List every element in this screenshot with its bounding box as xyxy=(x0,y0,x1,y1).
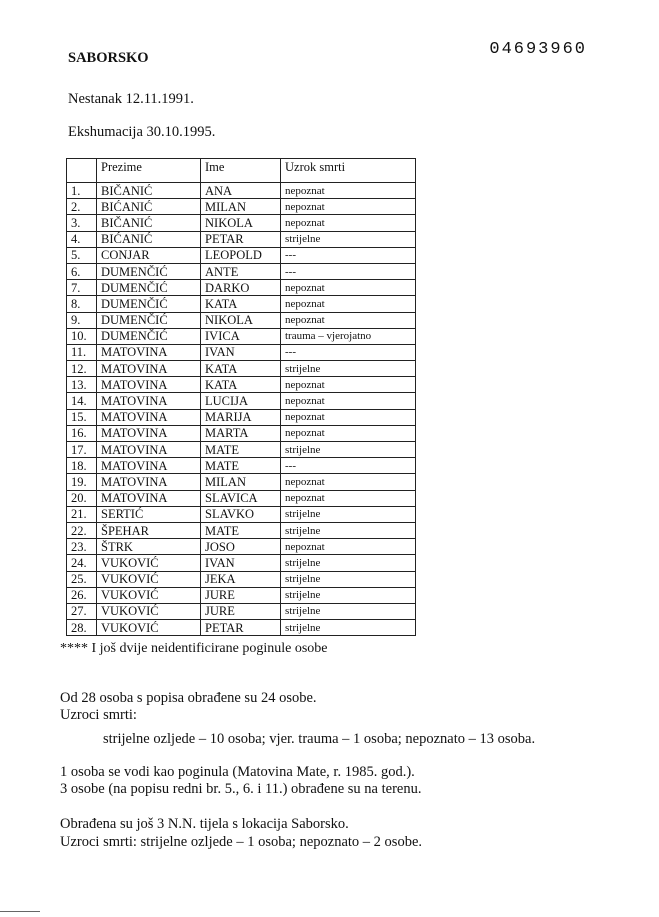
table-row xyxy=(67,247,416,263)
footnote: **** I još dvije neidentificirane poginule osobe xyxy=(60,641,328,656)
surname-cell: DUMENČIĆ xyxy=(97,263,201,279)
cause-cell: --- xyxy=(281,247,416,263)
summary-line: 3 osobe (na popisu redni br. 5., 6. i 11.) obrađene su na terenu. xyxy=(60,781,422,797)
table-row xyxy=(67,571,416,587)
page-title: SABORSKO xyxy=(68,50,149,66)
name-cell: IVICA xyxy=(201,328,281,344)
table-row xyxy=(67,215,416,231)
row-number: 6. xyxy=(67,263,97,279)
table-row xyxy=(67,183,416,199)
row-number: 24. xyxy=(67,555,97,571)
table-row xyxy=(67,603,416,619)
table-row xyxy=(67,506,416,522)
surname-cell: MATOVINA xyxy=(97,393,201,409)
surname-cell: BIČANIĆ xyxy=(97,215,201,231)
cause-cell: nepoznat xyxy=(281,183,416,199)
table-row xyxy=(67,474,416,490)
summary-line: Uzroci smrti: strijelne ozljede – 1 osoba; nepoznato – 2 osobe. xyxy=(60,834,423,850)
row-number: 20. xyxy=(67,490,97,506)
cause-cell: --- xyxy=(281,263,416,279)
name-cell: ANTE xyxy=(201,263,281,279)
row-number: 2. xyxy=(67,199,97,215)
column-header-surname: Prezime xyxy=(97,159,201,183)
name-cell: MATE xyxy=(201,522,281,538)
name-cell: MATE xyxy=(201,442,281,458)
name-cell: JOSO xyxy=(201,539,281,555)
victims-table xyxy=(66,158,416,636)
name-cell: SLAVKO xyxy=(201,506,281,522)
row-number: 13. xyxy=(67,377,97,393)
row-number: 17. xyxy=(67,442,97,458)
table-row xyxy=(67,522,416,538)
summary-line: Uzroci smrti: xyxy=(60,707,137,723)
row-number: 5. xyxy=(67,247,97,263)
surname-cell: VUKOVIĆ xyxy=(97,571,201,587)
surname-cell: ŠTRK xyxy=(97,539,201,555)
table-row xyxy=(67,409,416,425)
row-number: 1. xyxy=(67,183,97,199)
surname-cell: MATOVINA xyxy=(97,490,201,506)
table-row xyxy=(67,231,416,247)
column-header-cause: Uzrok smrti xyxy=(281,159,416,183)
row-number: 7. xyxy=(67,280,97,296)
row-number: 19. xyxy=(67,474,97,490)
surname-cell: BIĆANIĆ xyxy=(97,231,201,247)
name-cell: LUCIJA xyxy=(201,393,281,409)
table-row xyxy=(67,280,416,296)
cause-cell: nepoznat xyxy=(281,312,416,328)
row-number: 26. xyxy=(67,587,97,603)
name-cell: PETAR xyxy=(201,231,281,247)
surname-cell: MATOVINA xyxy=(97,409,201,425)
row-number: 22. xyxy=(67,522,97,538)
table-row xyxy=(67,361,416,377)
cause-cell: nepoznat xyxy=(281,377,416,393)
cause-cell: strijelne xyxy=(281,603,416,619)
cause-cell: nepoznat xyxy=(281,490,416,506)
surname-cell: BIČANIĆ xyxy=(97,183,201,199)
surname-cell: VUKOVIĆ xyxy=(97,555,201,571)
document-number: 04693960 xyxy=(489,40,587,59)
cause-cell: nepoznat xyxy=(281,215,416,231)
table-body xyxy=(67,183,416,636)
exhumation-date: Ekshumacija 30.10.1995. xyxy=(68,124,216,140)
cause-cell: strijelne xyxy=(281,571,416,587)
row-number: 23. xyxy=(67,539,97,555)
cause-cell: strijelne xyxy=(281,442,416,458)
row-number: 3. xyxy=(67,215,97,231)
disappearance-date: Nestanak 12.11.1991. xyxy=(68,91,194,107)
page-edge-rule xyxy=(0,911,40,912)
name-cell: JURE xyxy=(201,603,281,619)
table-row xyxy=(67,458,416,474)
cause-cell: nepoznat xyxy=(281,409,416,425)
surname-cell: BIĆANIĆ xyxy=(97,199,201,215)
table-row xyxy=(67,587,416,603)
name-cell: MILAN xyxy=(201,199,281,215)
name-cell: JURE xyxy=(201,587,281,603)
cause-cell: nepoznat xyxy=(281,280,416,296)
name-cell: JEKA xyxy=(201,571,281,587)
table-row xyxy=(67,490,416,506)
name-cell: IVAN xyxy=(201,344,281,360)
table-row xyxy=(67,296,416,312)
surname-cell: ŠPEHAR xyxy=(97,522,201,538)
table-row xyxy=(67,425,416,441)
name-cell: NIKOLA xyxy=(201,215,281,231)
cause-cell: strijelne xyxy=(281,506,416,522)
row-number: 25. xyxy=(67,571,97,587)
table-row xyxy=(67,199,416,215)
summary-line: 1 osoba se vodi kao poginula (Matovina Mate, r. 1985. god.). xyxy=(60,764,415,780)
name-cell: MARIJA xyxy=(201,409,281,425)
surname-cell: MATOVINA xyxy=(97,442,201,458)
row-number: 18. xyxy=(67,458,97,474)
surname-cell: DUMENČIĆ xyxy=(97,280,201,296)
cause-cell: strijelne xyxy=(281,620,416,636)
row-number: 10. xyxy=(67,328,97,344)
table-row xyxy=(67,442,416,458)
row-number: 11. xyxy=(67,344,97,360)
cause-cell: nepoznat xyxy=(281,474,416,490)
surname-cell: DUMENČIĆ xyxy=(97,312,201,328)
cause-cell: strijelne xyxy=(281,361,416,377)
cause-cell: --- xyxy=(281,344,416,360)
name-cell: LEOPOLD xyxy=(201,247,281,263)
name-cell: KATA xyxy=(201,377,281,393)
row-number: 4. xyxy=(67,231,97,247)
row-number: 12. xyxy=(67,361,97,377)
cause-cell: strijelne xyxy=(281,587,416,603)
table-row xyxy=(67,539,416,555)
row-number: 21. xyxy=(67,506,97,522)
name-cell: IVAN xyxy=(201,555,281,571)
surname-cell: MATOVINA xyxy=(97,458,201,474)
cause-cell: strijelne xyxy=(281,555,416,571)
summary-line: strijelne ozljede – 10 osoba; vjer. trauma – 1 osoba; nepoznato – 13 osoba. xyxy=(103,731,536,747)
surname-cell: MATOVINA xyxy=(97,425,201,441)
table-row xyxy=(67,377,416,393)
summary-line: Obrađena su još 3 N.N. tijela s lokacija Saborsko. xyxy=(60,816,349,832)
name-cell: ANA xyxy=(201,183,281,199)
table-row xyxy=(67,328,416,344)
cause-cell: nepoznat xyxy=(281,199,416,215)
name-cell: MATE xyxy=(201,458,281,474)
table-row xyxy=(67,263,416,279)
surname-cell: MATOVINA xyxy=(97,344,201,360)
cause-cell: strijelne xyxy=(281,522,416,538)
name-cell: KATA xyxy=(201,296,281,312)
surname-cell: VUKOVIĆ xyxy=(97,587,201,603)
surname-cell: VUKOVIĆ xyxy=(97,603,201,619)
name-cell: PETAR xyxy=(201,620,281,636)
name-cell: NIKOLA xyxy=(201,312,281,328)
row-number: 28. xyxy=(67,620,97,636)
cause-cell: nepoznat xyxy=(281,296,416,312)
surname-cell: CONJAR xyxy=(97,247,201,263)
surname-cell: MATOVINA xyxy=(97,361,201,377)
name-cell: DARKO xyxy=(201,280,281,296)
name-cell: MILAN xyxy=(201,474,281,490)
row-number: 8. xyxy=(67,296,97,312)
surname-cell: SERTIĆ xyxy=(97,506,201,522)
name-cell: SLAVICA xyxy=(201,490,281,506)
cause-cell: nepoznat xyxy=(281,539,416,555)
surname-cell: MATOVINA xyxy=(97,377,201,393)
table-row xyxy=(67,344,416,360)
table-row xyxy=(67,620,416,636)
cause-cell: trauma – vjerojatno xyxy=(281,328,416,344)
surname-cell: VUKOVIĆ xyxy=(97,620,201,636)
summary-line: Od 28 osoba s popisa obrađene su 24 osobe. xyxy=(60,690,317,706)
cause-cell: nepoznat xyxy=(281,425,416,441)
name-cell: KATA xyxy=(201,361,281,377)
cause-cell: --- xyxy=(281,458,416,474)
name-cell: MARTA xyxy=(201,425,281,441)
table-row xyxy=(67,555,416,571)
surname-cell: DUMENČIĆ xyxy=(97,328,201,344)
row-number: 15. xyxy=(67,409,97,425)
row-number: 14. xyxy=(67,393,97,409)
table-row xyxy=(67,393,416,409)
surname-cell: MATOVINA xyxy=(97,474,201,490)
column-header-name: Ime xyxy=(201,159,281,183)
table-row xyxy=(67,312,416,328)
cause-cell: nepoznat xyxy=(281,393,416,409)
row-number: 9. xyxy=(67,312,97,328)
surname-cell: DUMENČIĆ xyxy=(97,296,201,312)
column-header-number xyxy=(67,159,97,183)
table-header-row xyxy=(67,159,416,183)
table-header xyxy=(67,159,416,183)
row-number: 27. xyxy=(67,603,97,619)
row-number: 16. xyxy=(67,425,97,441)
cause-cell: strijelne xyxy=(281,231,416,247)
